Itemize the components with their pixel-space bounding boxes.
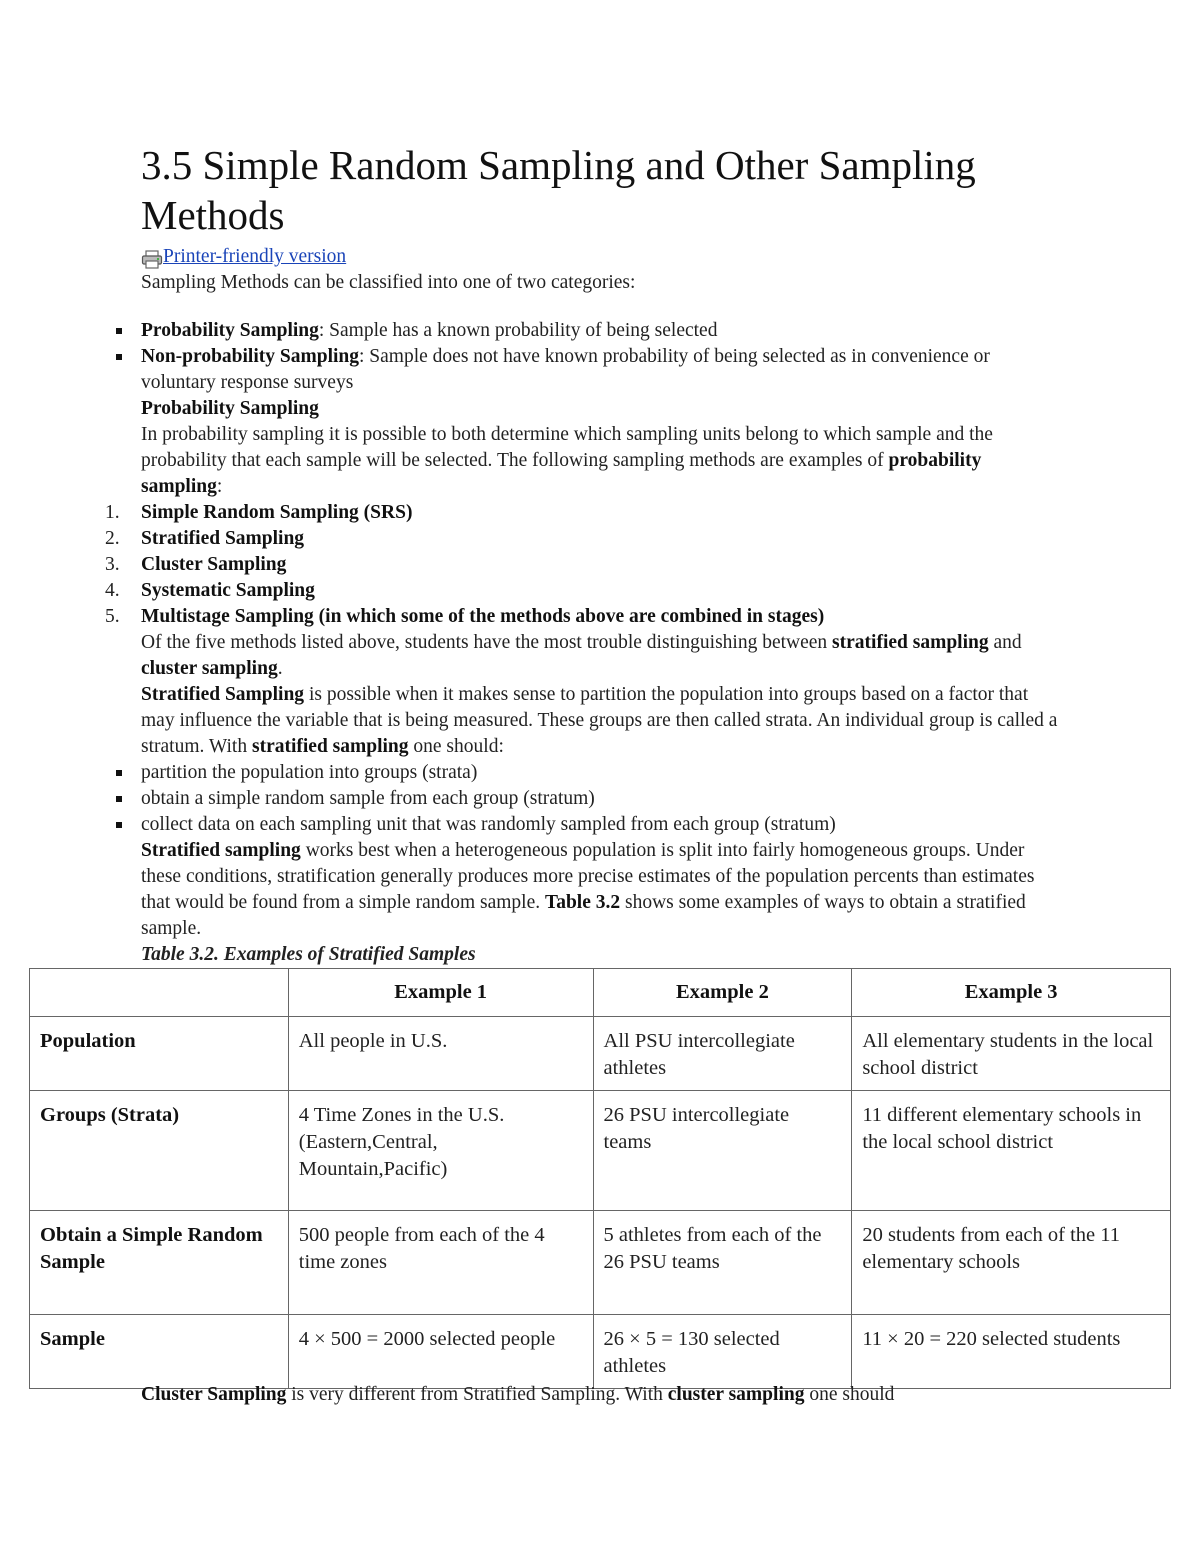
list-item: collect data on each sampling unit that was randomly sampled from each group (stratum) bbox=[141, 812, 1061, 838]
category-desc: : Sample does not have known probability of being selected as in convenience or voluntary response surveys bbox=[141, 346, 990, 393]
table-row bbox=[30, 1017, 1171, 1091]
row-label: Obtain a Simple Random Sample bbox=[30, 1211, 289, 1315]
category-term: Non-probability Sampling bbox=[141, 346, 359, 367]
table-cell: 11 × 20 = 220 selected students bbox=[852, 1315, 1171, 1389]
table-header-cell: Example 3 bbox=[852, 969, 1171, 1017]
table-cell: 4 Time Zones in the U.S. (Eastern,Central, Mountain,Pacific) bbox=[288, 1091, 593, 1211]
table-cell: All PSU intercollegiate athletes bbox=[593, 1017, 852, 1091]
table-row bbox=[30, 1091, 1171, 1211]
trouble-paragraph: Of the five methods listed above, students have the most trouble distinguishing between stratified sampling and cluster sampling. bbox=[141, 632, 1022, 679]
page-title: 3.5 Simple Random Sampling and Other Sampling Methods bbox=[141, 142, 976, 238]
row-label: Groups (Strata) bbox=[30, 1091, 289, 1211]
table-cell: 4 × 500 = 2000 selected people bbox=[288, 1315, 593, 1389]
table-row bbox=[30, 1211, 1171, 1315]
printer-icon bbox=[141, 250, 163, 270]
stratified-best-paragraph: Stratified sampling works best when a heterogeneous population is split into fairly homogeneous groups. Under these conditions, stratification generally produces more precise estimates of the population percents than estimates that would be found from a simple random sample. Table 3.2 shows some examples of ways to obtain a stratified sample. bbox=[141, 840, 1035, 939]
table-cell: All elementary students in the local school district bbox=[852, 1017, 1171, 1091]
table-cell: All people in U.S. bbox=[288, 1017, 593, 1091]
table-cell: 20 students from each of the 11 elementary schools bbox=[852, 1211, 1171, 1315]
stratified-steps-list bbox=[141, 760, 1061, 838]
table-caption: Table 3.2. Examples of Stratified Samples bbox=[141, 944, 476, 965]
intro-text: Sampling Methods can be classified into one of two categories: bbox=[141, 272, 636, 293]
printer-friendly-link[interactable]: Printer-friendly version bbox=[163, 246, 347, 267]
list-item bbox=[141, 344, 1061, 396]
article-body bbox=[105, 140, 1061, 968]
table-header-cell bbox=[30, 969, 289, 1017]
row-label: Sample bbox=[30, 1315, 289, 1389]
table-header-cell: Example 1 bbox=[288, 969, 593, 1017]
table-header-row bbox=[30, 969, 1171, 1017]
list-item: 5. Multistage Sampling (in which some of the methods above are combined in stages) bbox=[105, 606, 825, 627]
table-cell: 5 athletes from each of the 26 PSU teams bbox=[593, 1211, 852, 1315]
section-heading: Probability Sampling bbox=[141, 398, 319, 419]
category-term: Probability Sampling bbox=[141, 320, 319, 341]
stratified-intro-paragraph: Stratified Sampling is possible when it makes sense to partition the population into groups based on a factor that may influence the variable that is being measured. These groups are then called strata. An individual group is called a stratum. With stratified sampling one should: bbox=[141, 684, 1058, 757]
category-desc: : Sample has a known probability of being selected bbox=[318, 320, 718, 341]
category-list bbox=[141, 318, 1061, 396]
stratified-examples-table bbox=[29, 968, 1171, 1389]
list-item: obtain a simple random sample from each group (stratum) bbox=[141, 786, 1061, 812]
table-cell: 26 × 5 = 130 selected athletes bbox=[593, 1315, 852, 1389]
list-item: 4. Systematic Sampling bbox=[105, 580, 315, 601]
printer-friendly bbox=[141, 242, 1061, 270]
list-item: partition the population into groups (strata) bbox=[141, 760, 1061, 786]
cluster-paragraph: Cluster Sampling is very different from Stratified Sampling. With cluster sampling one should bbox=[141, 1384, 895, 1405]
list-item: 1. Simple Random Sampling (SRS) bbox=[105, 502, 413, 523]
table-cell: 26 PSU intercollegiate teams bbox=[593, 1091, 852, 1211]
table-cell: 500 people from each of the 4 time zones bbox=[288, 1211, 593, 1315]
methods-list bbox=[105, 500, 1061, 630]
row-label: Population bbox=[30, 1017, 289, 1091]
table-cell: 11 different elementary schools in the local school district bbox=[852, 1091, 1171, 1211]
list-item: 3. Cluster Sampling bbox=[105, 554, 287, 575]
list-item: 2. Stratified Sampling bbox=[105, 528, 305, 549]
probability-paragraph: In probability sampling it is possible to both determine which sampling units belong to which sample and the probability that each sample will be selected. The following sampling methods are examples of probability sampling: bbox=[141, 424, 993, 497]
table-row bbox=[30, 1315, 1171, 1389]
table-header-cell: Example 2 bbox=[593, 969, 852, 1017]
list-item bbox=[141, 318, 1061, 344]
